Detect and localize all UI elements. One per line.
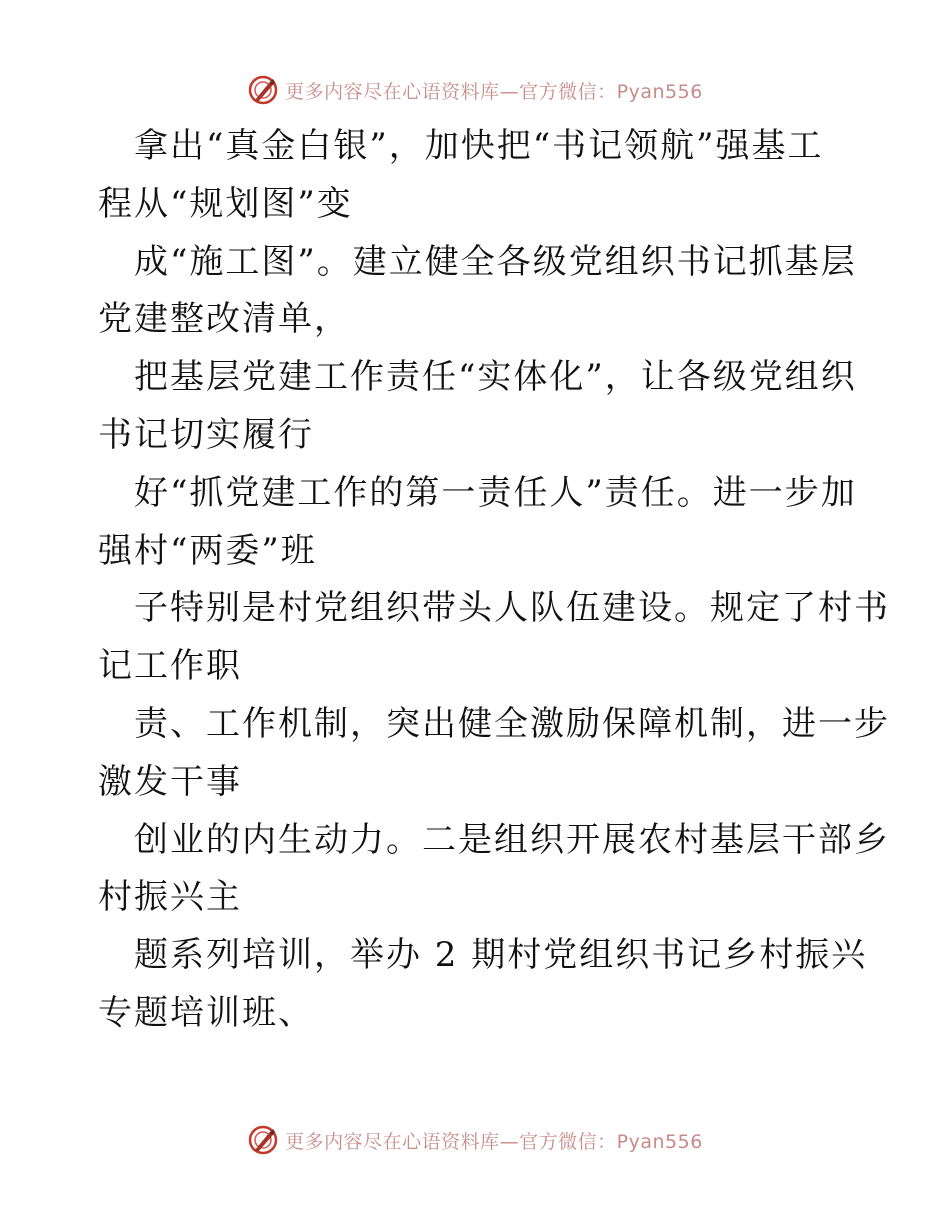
watermark-text: 更多内容尽在心语资料库—官方微信：Pyan556: [285, 80, 703, 103]
text-line: 把基层党建工作责任“实体化”，让各级党组织: [134, 357, 857, 398]
text-line: 成“施工图”。建立健全各级党组织书记抓基层: [134, 241, 857, 282]
text-line: 专题培训班、: [98, 992, 314, 1033]
text-line: 责、工作机制，突出健全激励保障机制，进一步: [134, 703, 890, 744]
text-line: 子特别是村党组织带头人队伍建设。规定了村书: [134, 588, 890, 629]
pen-logo-icon: [247, 1124, 279, 1156]
text-line: 书记切实履行: [98, 414, 314, 455]
text-line: 激发干事: [98, 761, 242, 802]
text-line: 拿出“真金白银”，加快把“书记领航”强基工: [134, 126, 824, 166]
text-line: 题系列培训，举办 2 期村党组织书记乡村振兴: [134, 935, 868, 976]
document-body: [98, 118, 890, 1043]
footer-watermark: [0, 1123, 950, 1157]
pen-logo-icon: [247, 74, 279, 106]
text-line: 村振兴主: [98, 877, 242, 918]
text-line: 程从“规划图”变: [98, 183, 353, 224]
text-line: 创业的内生动力。二是组织开展农村基层干部乡: [134, 819, 890, 860]
text-line: 记工作职: [98, 646, 242, 687]
text-line: 好“抓党建工作的第一责任人”责任。进一步加: [134, 472, 857, 513]
text-line: 党建整改清单，: [98, 299, 350, 340]
header-watermark: [0, 73, 950, 107]
watermark-text: 更多内容尽在心语资料库—官方微信：Pyan556: [285, 1130, 703, 1153]
text-line: 强村“两委”班: [98, 530, 317, 571]
